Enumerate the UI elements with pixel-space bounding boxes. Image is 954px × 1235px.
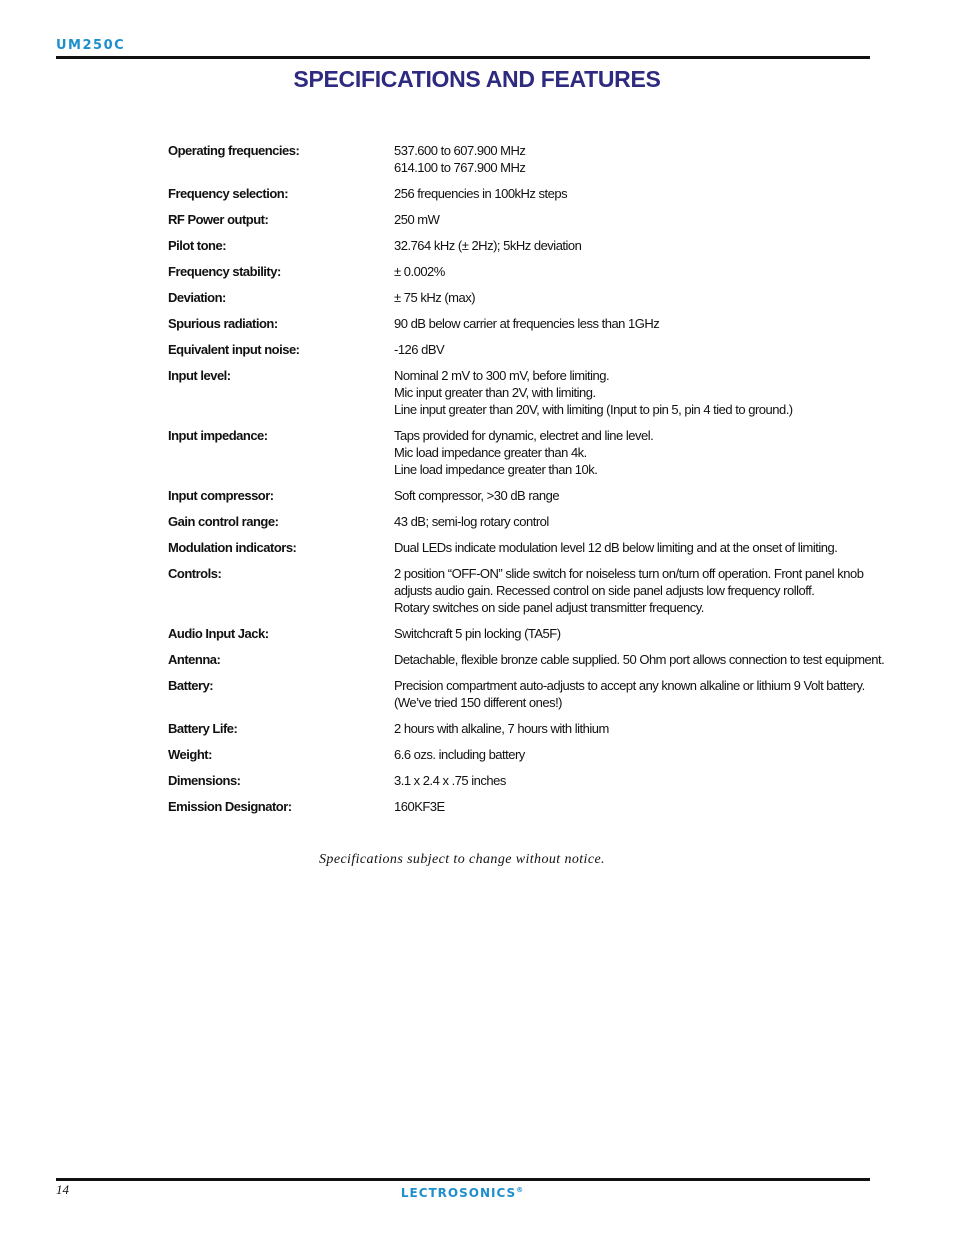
spec-row: [168, 142, 868, 176]
spec-row: [168, 720, 868, 737]
spec-value-line: Mic input greater than 2V, with limiting.: [394, 385, 596, 400]
spec-value: [394, 211, 868, 228]
spec-value: [394, 289, 868, 306]
spec-value-line: 614.100 to 767.900 MHz: [394, 160, 526, 175]
model-tag: UM250C: [56, 38, 126, 53]
spec-value: [394, 746, 868, 763]
spec-value: [394, 427, 868, 478]
spec-row: [168, 263, 868, 280]
spec-value-line: 250 mW: [394, 212, 440, 227]
spec-value: [394, 720, 868, 737]
spec-label: Battery Life:: [168, 721, 238, 736]
spec-value: [394, 539, 868, 556]
spec-row: [168, 289, 868, 306]
brand-logo: [0, 1186, 924, 1200]
spec-value-line: Dual LEDs indicate modulation level 12 dB below limiting and at the onset of limiting.: [394, 540, 838, 555]
spec-row: [168, 427, 868, 478]
spec-label: Gain control range:: [168, 514, 279, 529]
spec-value-line: Line load impedance greater than 10k.: [394, 462, 598, 477]
spec-value-line: 3.1 x 2.4 x .75 inches: [394, 773, 506, 788]
spec-value: [394, 772, 868, 789]
spec-value-line: 2 position “OFF-ON” slide switch for noiseless turn on/turn off operation. Front panel knob: [394, 566, 864, 581]
spec-label: Equivalent input noise:: [168, 342, 300, 357]
spec-value-line: Soft compressor, >30 dB range: [394, 488, 560, 503]
spec-value: [394, 565, 868, 616]
brand-name: LECTROSONICS: [400, 1186, 517, 1200]
header-rule: [56, 56, 870, 59]
spec-row: [168, 565, 868, 616]
spec-label: Audio Input Jack:: [168, 626, 269, 641]
spec-label: Operating frequencies:: [168, 143, 300, 158]
spec-value-line: 6.6 ozs. including battery: [394, 747, 525, 762]
spec-value-line: Rotary switches on side panel adjust transmitter frequency.: [394, 600, 704, 615]
spec-value-line: -126 dBV: [394, 342, 445, 357]
spec-row: [168, 211, 868, 228]
spec-row: [168, 772, 868, 789]
spec-value: [394, 677, 868, 711]
spec-row: [168, 513, 868, 530]
spec-value-line: 256 frequencies in 100kHz steps: [394, 186, 568, 201]
spec-value-line: ± 0.002%: [394, 264, 445, 279]
spec-label: RF Power output:: [168, 212, 269, 227]
spec-label: Modulation indicators:: [168, 540, 297, 555]
spec-label: Input level:: [168, 368, 231, 383]
spec-value-line: adjusts audio gain. Recessed control on side panel adjusts low frequency rolloff.: [394, 583, 815, 598]
spec-row: [168, 315, 868, 332]
spec-value-line: Line input greater than 20V, with limiting (Input to pin 5, pin 4 tied to ground.): [394, 402, 793, 417]
registered-mark: ®: [516, 1186, 524, 1194]
spec-value: [394, 625, 868, 642]
spec-label: Frequency stability:: [168, 264, 281, 279]
spec-value-line: Precision compartment auto-adjusts to accept any known alkaline or lithium 9 Volt battery.: [394, 678, 865, 693]
spec-label: Pilot tone:: [168, 238, 227, 253]
spec-label: Input impedance:: [168, 428, 268, 443]
page-number: 14: [56, 1182, 69, 1197]
spec-value: [394, 487, 868, 504]
spec-value-line: Switchcraft 5 pin locking (TA5F): [394, 626, 561, 641]
spec-label: Controls:: [168, 566, 222, 581]
spec-value-line: ± 75 kHz (max): [394, 290, 476, 305]
spec-row: [168, 341, 868, 358]
spec-value-line: 2 hours with alkaline, 7 hours with lithium: [394, 721, 609, 736]
spec-label: Battery:: [168, 678, 214, 693]
spec-row: [168, 487, 868, 504]
spec-row: [168, 746, 868, 763]
spec-row: [168, 539, 868, 556]
spec-value-line: (We’ve tried 150 different ones!): [394, 695, 563, 710]
spec-value-line: Mic load impedance greater than 4k.: [394, 445, 587, 460]
spec-label: Dimensions:: [168, 773, 241, 788]
spec-label: Weight:: [168, 747, 212, 762]
spec-value: [394, 513, 868, 530]
spec-value: [394, 651, 884, 668]
notice-text: Specifications subject to change without notice.: [319, 852, 605, 867]
spec-value: [394, 367, 868, 418]
spec-value-line: 537.600 to 607.900 MHz: [394, 143, 526, 158]
spec-row: [168, 185, 868, 202]
spec-row: [168, 625, 868, 642]
spec-value-line: 32.764 kHz (± 2Hz); 5kHz deviation: [394, 238, 582, 253]
spec-label: Input compressor:: [168, 488, 274, 503]
spec-value: [394, 237, 868, 254]
spec-label: Frequency selection:: [168, 186, 289, 201]
spec-row: [168, 367, 868, 418]
spec-label: Spurious radiation:: [168, 316, 278, 331]
spec-value: [394, 263, 868, 280]
spec-label: Deviation:: [168, 290, 226, 305]
spec-value-line: Detachable, flexible bronze cable supplied. 50 Ohm port allows connection to test equipment.: [394, 652, 885, 667]
spec-value: [394, 798, 868, 815]
spec-value-line: Taps provided for dynamic, electret and line level.: [394, 428, 654, 443]
footer-rule: [56, 1178, 870, 1181]
spec-row: [168, 798, 868, 815]
spec-value: [394, 315, 868, 332]
spec-label: Emission Designator:: [168, 799, 292, 814]
spec-value: [394, 185, 868, 202]
specifications-list: [168, 142, 885, 824]
spec-value-line: 43 dB; semi-log rotary control: [394, 514, 549, 529]
spec-value-line: 160KF3E: [394, 799, 445, 814]
spec-label: Antenna:: [168, 652, 221, 667]
page-title: SPECIFICATIONS AND FEATURES: [293, 66, 661, 92]
spec-row: [168, 677, 868, 711]
spec-row: [168, 651, 885, 668]
spec-value-line: Nominal 2 mV to 300 mV, before limiting.: [394, 368, 610, 383]
spec-value-line: 90 dB below carrier at frequencies less than 1GHz: [394, 316, 660, 331]
spec-row: [168, 237, 868, 254]
spec-value: [394, 142, 868, 176]
spec-value: [394, 341, 868, 358]
